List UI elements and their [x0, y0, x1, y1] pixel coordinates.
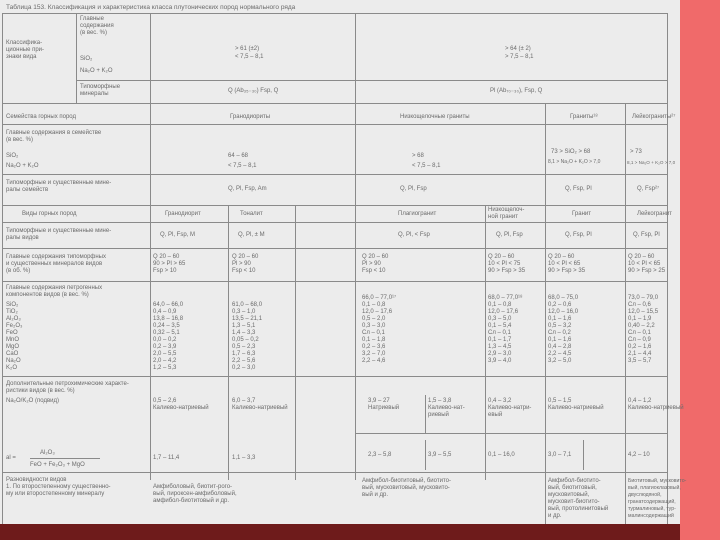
family-c4-sio2: > 73: [630, 149, 642, 155]
oxide-labels: SiO₂ TiO₂ Al₂O₃ Fe₂O₃ FeO MnO MgO CaO Na₂O K₂O: [6, 302, 23, 371]
left-sio2-value: > 61 (±2): [235, 46, 260, 52]
species-label: Виды горных пород: [22, 211, 77, 217]
na-k-ratio-label: Na₂O/K₂O (подвид): [6, 398, 59, 404]
rule: [2, 13, 667, 14]
rule: [545, 205, 546, 524]
classification-label: Классифика- ционные при- знаки вида: [6, 40, 45, 60]
family-c1-alkali: < 7,5 – 8,1: [228, 163, 257, 169]
family-alkali-label: Na₂O + K₂O: [6, 163, 39, 169]
varieties-granite: Амфибол-биотито- вый, биотитовый, мусковитовый, мусковит-биотито- вый, протолинитовый и др.: [548, 478, 609, 519]
family-c2-alkali: < 7,5 – 8,1: [412, 163, 441, 169]
species-typo-3: Q, Pl, < Fsp: [398, 232, 430, 238]
rule: [355, 205, 356, 480]
al-plagiogranite-a: 2,3 – 5,8: [368, 452, 392, 458]
rule: [2, 222, 667, 223]
species-typo-5: Q, Fsp, Pl: [565, 232, 592, 238]
rule: [2, 124, 667, 125]
species-typo-4: Q, Pl, Fsp: [496, 232, 523, 238]
right-typomorphic-value: Pl (Ab₇₀₋₃₀), Fsp, Q: [490, 88, 543, 94]
family-c4-typomorphic: Q, Fsp²⁷: [637, 186, 660, 192]
varieties-granodiorite-tonalite: Амфиболовый, биотит-рого- вый, пироксен-амфиболовый, амфибол-биотитовый и др.: [153, 484, 237, 504]
family-c3-typomorphic: Q, Fsp, Pl: [565, 186, 592, 192]
rule: [545, 103, 546, 205]
species-plagiogranite: Плагиогранит: [398, 211, 437, 217]
right-alkali-value: > 7,5 – 8,1: [505, 54, 534, 60]
rule: [2, 376, 667, 377]
rule: [355, 13, 356, 103]
rule: [355, 103, 356, 205]
rule: [625, 103, 626, 205]
species-minerals-3: Q 20 – 60 Pl > 90 Fsp < 10: [362, 254, 389, 274]
species-chem-3: 66,0 – 77,0¹⁷ 0,1 – 0,8 12,0 – 17,6 0,5 – 2,0 0,3 – 3,0 Сл – 0,1 0,1 – 1,8 0,2 – 3,6 3,2 – 7,0 2,2 – 4,6: [362, 295, 397, 364]
species-mineral-contents-label: Главные содержания типоморфных и существенных минералов видов (в об. %): [6, 254, 106, 274]
varieties-plagio-lowalk: Амфибол-биотитовый, биотито- вый, мусковитовый, мусковито- вый и др.: [362, 478, 451, 498]
species-minerals-4: Q 20 – 60 10 < Pl < 75 90 > Fsp > 35: [488, 254, 526, 274]
al-label: al =: [6, 455, 16, 461]
main-contents-label: Главные содержания (в вес. %): [80, 16, 114, 36]
typomorphic-label: Типоморфные минералы: [80, 84, 121, 97]
ratio-tonalite: 6,0 – 3,7 Калиево-натриевый: [232, 398, 288, 411]
ratio-granodiorite: 0,5 – 2,6 Калиево-натриевый: [153, 398, 209, 411]
family-typomorphic-label: Типоморфные и существенные мине- ралы семейств: [6, 180, 112, 193]
species-minerals-2: Q 20 – 60 Pl > 90 Fsp < 10: [232, 254, 259, 274]
families-label: Семейства горных пород: [6, 114, 77, 120]
rule: [667, 13, 668, 524]
varieties-leucogranite: Биотитовый, мусковито- вый, плагиоклазовый, двуслюдяной, гранатсодержащий, турмалиновый, тур- малинсодержащий: [628, 478, 687, 519]
left-alkali-value: < 7,5 – 8,1: [235, 54, 264, 60]
right-sio2-value: > 64 (± 2): [505, 46, 531, 52]
species-chemistry-label: Главные содержания петрогенных компонентов видов (в вес. %): [6, 285, 103, 298]
species-low-alkali-granite: Низкощелоч- ной гранит: [488, 207, 525, 220]
slide-accent-band: [680, 0, 720, 540]
species-chem-6: 73,0 – 79,0 Сл – 0,6 12,0 – 15,5 0,1 – 1,9 0,40 – 2,2 Сл – 0,1 Сл – 0,9 0,2 – 1,6 2,1 – 4,4 3,5 – 5,7: [628, 295, 659, 364]
al-granite: 3,0 – 7,1: [548, 452, 572, 458]
fraction-bar: [30, 458, 100, 459]
family-c2-typomorphic: Q, Pl, Fsp: [400, 186, 427, 192]
ratio-granite: 0,5 – 1,5 Калиево-натриевый: [548, 398, 604, 411]
species-chem-2: 61,0 – 68,0 0,3 – 1,0 13,5 – 21,1 1,3 – 5,1 1,4 – 3,3 0,05 – 0,2 0,5 – 2,3 1,7 – 6,3 2,2 – 5,6 0,2 – 3,0: [232, 302, 263, 371]
species-granodiorite: Гранодиорит: [165, 211, 201, 217]
family-c2-sio2: > 68: [412, 153, 424, 159]
family-c1-sio2: 64 – 68: [228, 153, 249, 159]
species-chem-1: 64,0 – 66,0 0,4 – 0,9 13,8 – 16,8 0,24 – 3,5 0,32 – 5,1 0,0 – 0,2 0,2 – 3,9 2,0 – 5,5 2,0 – 4,2 1,2 – 5,3: [153, 302, 184, 371]
family-c4-alkali: 8,1 > Na₂O + K₂O > 7,0: [627, 160, 676, 165]
rule: [485, 205, 486, 480]
al-denominator: FeO + Fe₂O₃ + MgO: [30, 462, 85, 468]
rule: [425, 395, 426, 433]
species-typo-6: Q, Fsp, Pl: [633, 232, 660, 238]
al-granodiorite: 1,7 – 11,4: [153, 455, 180, 461]
family-leucogranites: Лейкограниты²⁷: [632, 114, 676, 120]
family-sio2-label: SiO₂: [6, 153, 19, 159]
alkali-label: Na₂O + K₂O: [80, 68, 113, 74]
rule: [150, 103, 151, 205]
family-low-alkali-granites: Низкощелочные граниты: [400, 114, 470, 120]
species-typo-2: Q, Pl, ± M: [238, 232, 265, 238]
table-title: Таблица 153. Классификация и характеристика класса плутонических пород нормального ряда: [6, 4, 296, 11]
rule: [150, 205, 151, 480]
rule: [355, 433, 667, 434]
rule: [2, 103, 667, 104]
species-granite: Гранит: [572, 211, 591, 217]
rule: [2, 472, 667, 473]
al-tonalite: 1,1 – 3,3: [232, 455, 256, 461]
left-typomorphic-value: Q (Ab₃₅₋₃₀) Fsp, Q: [228, 88, 279, 94]
ratio-plagiogranite-a: 3,9 – 27 Натриевый: [368, 398, 400, 411]
rule: [76, 80, 667, 81]
rule: [2, 248, 667, 249]
species-leucogranite: Лейкогранит: [637, 211, 672, 217]
species-minerals-6: Q 20 – 60 10 < Pl < 65 90 > Fsp > 25: [628, 254, 666, 274]
rule: [2, 205, 667, 206]
species-minerals-5: Q 20 – 60 10 < Pl < 65 90 > Fsp > 35: [548, 254, 586, 274]
rule: [583, 440, 584, 470]
rule: [76, 13, 77, 103]
ratio-plagiogranite-b: 1,5 – 3,8 Калиево-нат- риевый: [428, 398, 465, 418]
species-typomorphic-label: Типоморфные и существенные мине- ралы видов: [6, 228, 112, 241]
al-leucogranite-a: 4,2 – 10: [628, 452, 650, 458]
family-c3-sio2: 73 > SiO₂ > 68: [551, 149, 591, 155]
ratio-leucogranite: 0,4 – 1,2 Калиево-натриевый: [628, 398, 684, 411]
rule: [295, 205, 296, 480]
family-c3-alkali: 8,1 > Na₂O + K₂O > 7,0: [548, 159, 601, 165]
species-minerals-1: Q 20 – 60 90 > Pl > 65 Fsp > 10: [153, 254, 186, 274]
rule: [2, 174, 667, 175]
slide-footer-band: [0, 524, 680, 540]
ratio-low-alkali: 0,4 – 3,2 Калиево-натри- евый: [488, 398, 532, 418]
family-c1-typomorphic: Q, Pl, Fsp, Am: [228, 186, 267, 192]
rule: [2, 281, 667, 282]
sio2-label: SiO₂: [80, 56, 93, 62]
rule: [625, 205, 626, 524]
family-granites: Граниты¹⁸: [570, 114, 598, 120]
al-low-alkali: 0,1 – 16,0: [488, 452, 515, 458]
rule: [2, 13, 3, 524]
species-chem-5: 68,0 – 75,0 0,2 – 0,6 12,0 – 16,0 0,1 – 1,6 0,5 – 3,2 Сл – 0,2 0,1 – 1,6 0,4 – 2,8 2,2 – 4,5 3,2 – 5,0: [548, 295, 579, 364]
varieties-label: Разновидности видов 1. По второстепенному существенно- му или второстепенному минералу: [6, 477, 111, 497]
species-typo-1: Q, Pl, Fsp, M: [160, 232, 196, 238]
rule: [150, 13, 151, 103]
species-chem-4: 68,0 – 77,0¹⁸ 0,1 – 0,8 12,0 – 17,6 0,3 – 5,0 0,1 – 5,4 Сл – 0,1 0,1 – 1,7 1,3 – 4,5 2,9 – 3,0 3,9 – 4,0: [488, 295, 523, 364]
rule: [425, 440, 426, 470]
family-contents-label: Главные содержания в семействе (в вес. %): [6, 130, 102, 143]
al-numerator: Al₂O₃: [40, 450, 55, 456]
petrochemical-label: Дополнительные петрохимические характе- ристики видов (в вес. %): [6, 381, 129, 394]
family-granodiorites: Гранодиориты: [230, 114, 271, 120]
rule: [228, 205, 229, 480]
al-plagiogranite-b: 3,9 – 5,5: [428, 452, 452, 458]
species-tonalite: Тоналит: [240, 211, 263, 217]
